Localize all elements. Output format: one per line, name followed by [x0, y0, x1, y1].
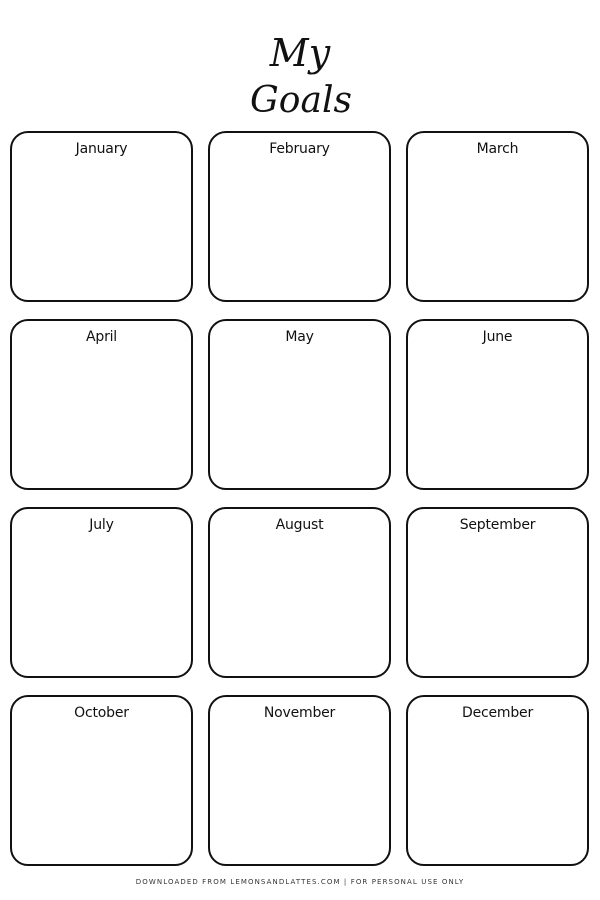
month-label: March	[476, 141, 519, 157]
month-grid	[10, 131, 590, 866]
month-label: June	[482, 329, 513, 345]
page-title	[0, 0, 600, 125]
month-box-december[interactable]	[406, 695, 589, 866]
month-box-january[interactable]	[10, 131, 193, 302]
month-box-november[interactable]	[208, 695, 391, 866]
month-box-february[interactable]	[208, 131, 391, 302]
title-line-2: Goals	[250, 80, 352, 121]
title-line-1: My	[269, 31, 331, 75]
month-label: August	[275, 517, 324, 533]
month-box-march[interactable]	[406, 131, 589, 302]
month-label: December	[462, 705, 533, 721]
month-box-july[interactable]	[10, 507, 193, 678]
month-label: October	[74, 705, 129, 721]
month-label: September	[459, 517, 536, 533]
footer-credit: DOWNLOADED FROM LEMONSANDLATTES.COM | FOR PERSONAL USE ONLY	[135, 878, 465, 886]
month-box-august[interactable]	[208, 507, 391, 678]
month-label: January	[75, 141, 128, 157]
month-box-april[interactable]	[10, 319, 193, 490]
month-label: February	[269, 141, 330, 157]
month-label: July	[89, 517, 114, 533]
month-label: May	[285, 329, 314, 345]
month-label: November	[263, 705, 336, 721]
month-box-october[interactable]	[10, 695, 193, 866]
title-script	[0, 0, 600, 125]
month-label: April	[86, 329, 117, 345]
month-box-may[interactable]	[208, 319, 391, 490]
month-box-june[interactable]	[406, 319, 589, 490]
month-box-september[interactable]	[406, 507, 589, 678]
